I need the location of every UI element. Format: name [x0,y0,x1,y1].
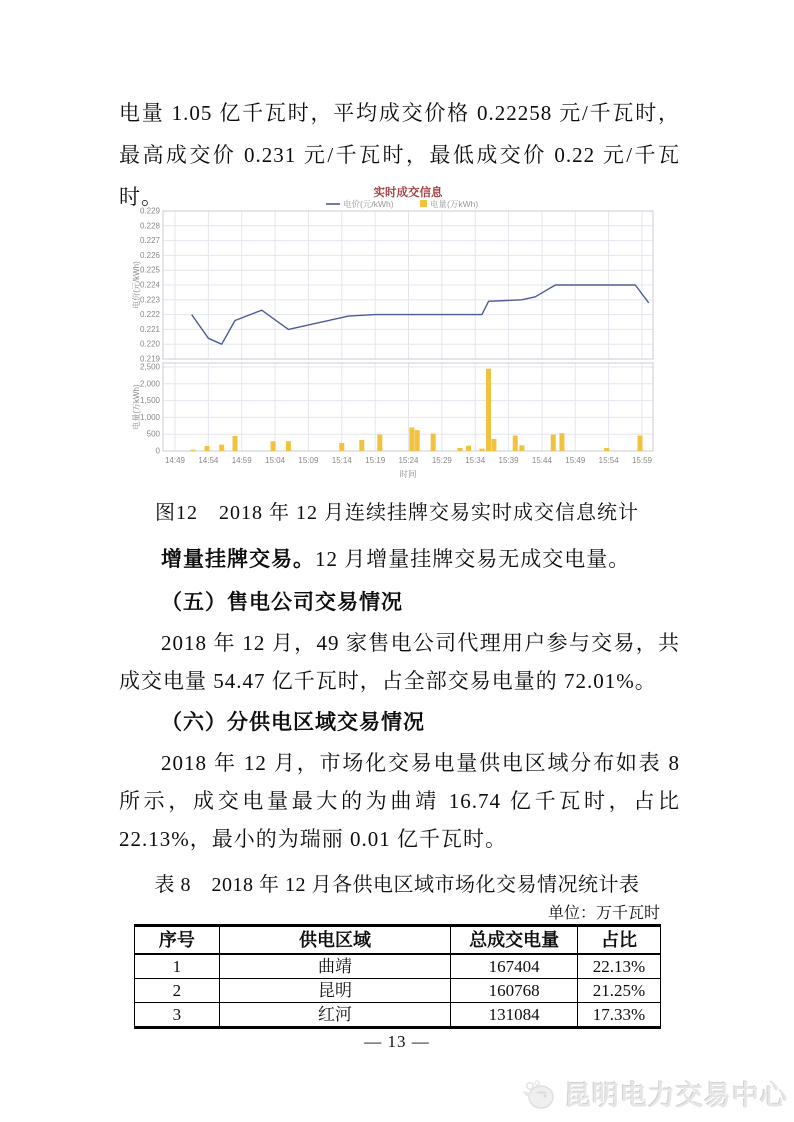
table-row [135,954,661,979]
svg-text:14:59: 14:59 [231,456,252,465]
svg-text:2,500: 2,500 [139,362,160,372]
table8-header-cell: 占比 [578,926,661,955]
svg-text:15:49: 15:49 [565,456,586,465]
svg-text:14:54: 14:54 [198,456,219,465]
table-cell: 21.25% [578,979,661,1003]
svg-text:15:59: 15:59 [631,456,653,465]
svg-text:0.227: 0.227 [139,236,160,246]
table-cell: 红河 [219,1003,450,1028]
table-cell: 2 [135,979,220,1003]
table-cell: 160768 [451,979,578,1003]
svg-text:14:49: 14:49 [164,456,186,465]
svg-text:实时成交信息: 实时成交信息 [373,187,443,199]
svg-text:15:14: 15:14 [331,456,352,465]
table8-header-cell: 总成交电量 [451,926,578,955]
table8-container [134,924,661,1029]
incremental-text: 12 月增量挂牌交易无成交电量。 [315,547,631,571]
table8-header-row [135,926,661,955]
incremental-listing-paragraph [119,538,680,580]
table-cell: 1 [135,954,220,979]
watermark-text: 昆明电力交易中心 [564,1081,788,1111]
section5-heading: （五）售电公司交易情况 [161,590,403,614]
table-cell: 17.33% [578,1003,661,1028]
svg-text:1,500: 1,500 [139,396,160,406]
footer-watermark [520,1074,788,1113]
table8-unit-note: 单位：万千瓦时 [547,905,660,922]
table8 [134,924,661,1029]
svg-text:0.221: 0.221 [139,324,160,334]
svg-text:电量(万kWh): 电量(万kWh) [132,384,141,430]
table-cell: 昆明 [219,979,450,1003]
svg-text:15:04: 15:04 [265,456,286,465]
table8-header-cell: 供电区域 [219,926,450,955]
svg-text:0.220: 0.220 [139,339,160,349]
svg-text:电价(元/kWh): 电价(元/kWh) [132,261,141,309]
table8-body [135,954,661,1028]
svg-text:0.229: 0.229 [139,206,160,216]
table8-header-cell: 序号 [135,926,220,955]
section6-heading: （六）分供电区域交易情况 [161,710,425,734]
svg-text:0.222: 0.222 [139,310,160,320]
table-row [135,1003,661,1028]
svg-text:时间: 时间 [399,469,417,479]
section5-paragraph: 2018 年 12 月，49 家售电公司代理用户参与交易，共成交电量 54.47 亿千瓦时，占全部交易电量的 72.01%。 [119,631,680,693]
svg-text:15:34: 15:34 [465,456,486,465]
svg-text:0.224: 0.224 [139,280,160,290]
svg-text:15:19: 15:19 [365,456,386,465]
svg-text:0.228: 0.228 [139,221,160,231]
svg-text:0: 0 [155,446,160,456]
svg-text:0.226: 0.226 [139,250,160,260]
svg-text:1,000: 1,000 [139,412,160,422]
page-number: — 13 — [364,1032,430,1051]
svg-text:0.219: 0.219 [139,354,160,364]
intro-paragraph: 电量 1.05 亿千瓦时，平均成交价格 0.22258 元/千瓦时，最高成交价 0.231 元/千瓦时，最低成交价 0.22 元/千瓦时。 [119,101,680,209]
svg-text:15:54: 15:54 [598,456,619,465]
table-row [135,979,661,1003]
svg-text:15:24: 15:24 [398,456,419,465]
svg-text:电价(元/kWh): 电价(元/kWh) [343,199,394,209]
svg-text:15:44: 15:44 [531,456,552,465]
realtime-deal-chart [130,183,675,481]
svg-text:15:09: 15:09 [298,456,319,465]
peacock-logo-icon [520,1076,558,1112]
svg-text:0.223: 0.223 [139,295,160,305]
table8-title: 表 8 2018 年 12 月各供电区域市场化交易情况统计表 [154,874,640,896]
svg-text:500: 500 [146,429,160,439]
table-cell: 3 [135,1003,220,1028]
svg-text:2,000: 2,000 [139,379,160,389]
table-cell: 131084 [451,1003,578,1028]
figure12-caption: 图12 2018 年 12 月连续挂牌交易实时成交信息统计 [155,502,639,524]
svg-text:15:29: 15:29 [431,456,452,465]
table-cell: 22.13% [578,954,661,979]
svg-text:15:39: 15:39 [498,456,519,465]
svg-text:电量(万kWh): 电量(万kWh) [430,199,479,209]
incremental-lead: 增量挂牌交易。 [161,547,315,571]
chart-canvas [130,183,675,481]
section6-paragraph: 2018 年 12 月，市场化交易电量供电区域分布如表 8 所示，成交电量最大的为曲靖 16.74 亿千瓦时，占比 22.13%，最小的为瑞丽 0.01 亿千瓦时。 [119,751,680,851]
table-cell: 曲靖 [219,954,450,979]
table-cell: 167404 [451,954,578,979]
svg-text:0.225: 0.225 [139,265,160,275]
